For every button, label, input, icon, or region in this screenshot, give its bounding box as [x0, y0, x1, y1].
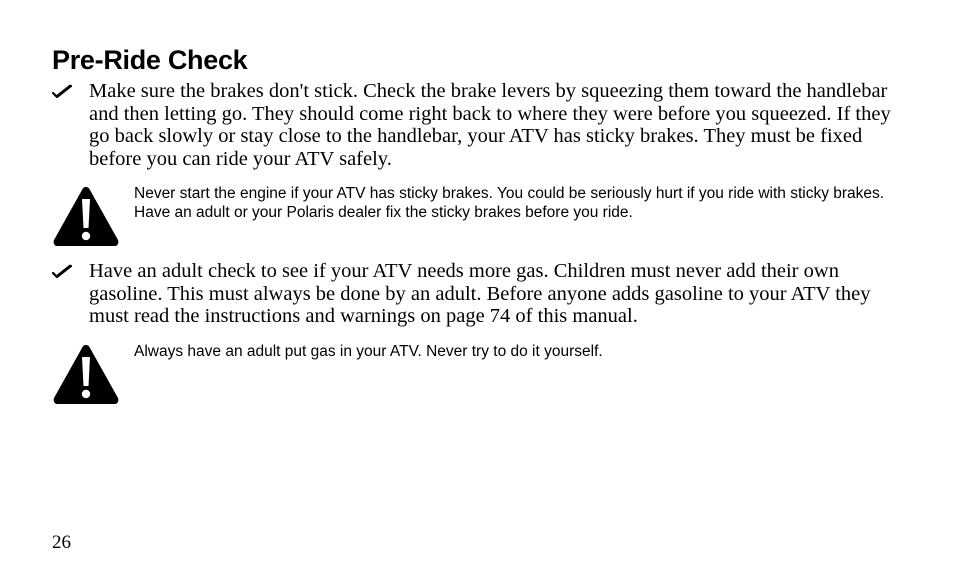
- warning-triangle-icon: [52, 184, 120, 246]
- warning-text: Always have an adult put gas in your ATV. Never try to do it yourself.: [134, 343, 603, 360]
- page-title: Pre-Ride Check: [52, 45, 248, 75]
- check-item-brakes: [52, 80, 892, 170]
- check-mark-icon: [52, 264, 72, 280]
- check-mark-icon: [52, 84, 72, 100]
- warning-triangle-icon: [52, 342, 120, 404]
- check-item-gas: [52, 260, 892, 328]
- warning-text: Never start the engine if your ATV has sticky brakes. You could be seriously hurt if you ride with sticky brakes. Have an adult or your Polaris dealer fix the sticky brakes before you ride.: [134, 185, 885, 221]
- page-number: 26: [52, 532, 71, 553]
- check-item-text: Make sure the brakes don't stick. Check the brake levers by squeezing them toward the handlebar and then letting go. They should come right back to where they were before you squeezed. If they go back slowly or stay close to the handlebar, your ATV has sticky brakes. They must be fixed before you can ride your ATV safely.: [89, 80, 891, 170]
- check-item-text: Have an adult check to see if your ATV needs more gas. Children must never add their own gasoline. This must always be done by an adult. Before anyone adds gasoline to your ATV they must read the instructions and warnings on page 74 of this manual.: [89, 260, 871, 328]
